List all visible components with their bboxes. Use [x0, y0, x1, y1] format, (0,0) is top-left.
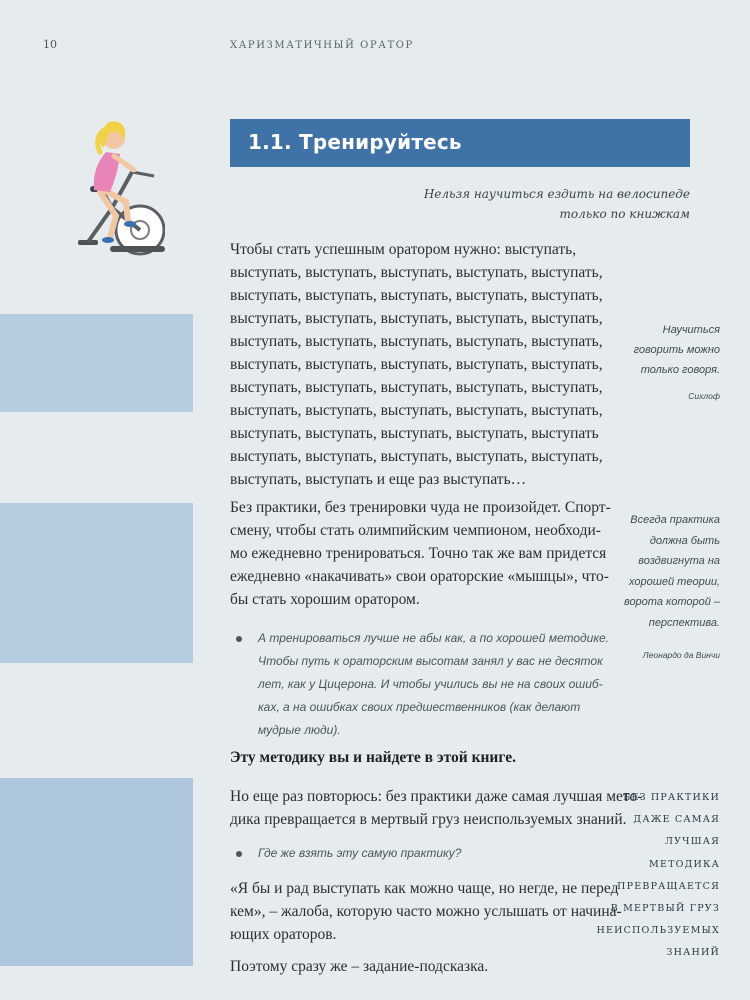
text-line: Но еще раз повторюсь: без практики даже самая лучшая мето- — [230, 788, 643, 805]
epigraph-line: Нельзя научиться ездить на велосипеде — [423, 187, 690, 201]
girl-on-exercise-bike-icon — [70, 90, 165, 260]
bullet-dot-icon — [236, 636, 242, 642]
text-line: ежедневно «накачивать» свои ораторские «мышцы», что- — [230, 568, 609, 585]
sidebar-note-box — [0, 778, 193, 966]
sidebar-quote-box — [0, 503, 193, 663]
sidebar-quote-box — [0, 314, 193, 412]
text-line: дика превращается в мертвый груз неиспользуемых знаний. — [230, 811, 627, 828]
text-line: выступать, выступать, выступать, выступать, выступать, — [230, 448, 603, 465]
sidebar-quote — [634, 320, 720, 380]
text-line: выступать, выступать, выступать, выступать, выступать, — [230, 287, 603, 304]
text-line: выступать, выступать, выступать, выступать, выступать, — [230, 379, 603, 396]
section-title: 1.1. Тренируйтесь — [248, 130, 462, 154]
text-line: ющих ораторов. — [230, 926, 337, 943]
quote-line: говорить можно — [633, 344, 720, 356]
note-line: ЛУЧШАЯ — [664, 836, 720, 848]
sidebar-quote — [624, 510, 720, 633]
text-line: смену, чтобы стать олимпийским чемпионом, необходи- — [230, 522, 601, 539]
note-line: ПРЕВРАЩАЕТСЯ — [617, 880, 720, 892]
bold-statement: Эту методику вы и найдете в этой книге. — [230, 749, 516, 766]
text-line: Где же взять эту самую практику? — [258, 846, 462, 860]
quote-line: Всегда практика — [630, 514, 720, 526]
text-line: выступать, выступать, выступать, выступать, выступать, — [230, 356, 603, 373]
quote-line: хорошей теории, — [629, 575, 720, 588]
quote-line: перспектива. — [648, 616, 720, 629]
text-line: А тренироваться лучше не абы как, а по хорошей методике. — [258, 631, 610, 645]
epigraph-line: только по книжкам — [559, 207, 690, 221]
quote-line: ворота которой – — [623, 596, 720, 608]
text-line: выступать, выступать, выступать, выступать, выступать — [230, 425, 599, 442]
quote-author: Леонардо да Винчи — [642, 650, 720, 660]
text-line: ках, а на ошибках своих предшественников (как делают — [258, 700, 581, 714]
text-line: выступать, выступать, выступать, выступать, выступать, — [230, 333, 603, 350]
quote-author: Сихлоф — [688, 391, 720, 401]
text-line: выступать, выступать, выступать, выступать, выступать, — [230, 402, 603, 419]
page-number: 10 — [43, 38, 57, 51]
quote-line: воздвигнута на — [638, 555, 720, 567]
text-line: выступать, выступать, выступать, выступать, выступать, — [230, 264, 603, 281]
text-line: кем», – жалоба, которую часто можно услышать от начина- — [230, 903, 622, 920]
sidebar-note — [596, 787, 720, 965]
quote-line: Научиться — [662, 324, 720, 336]
paragraph — [230, 238, 692, 491]
note-line: ДАЖЕ САМАЯ — [633, 814, 720, 826]
note-line: ЗНАНИЙ — [666, 947, 720, 959]
quote-line: должна быть — [649, 534, 720, 547]
note-line: МЕТОДИКА — [649, 858, 720, 870]
text-line: лет, как у Цицерона. И чтобы учились вы не на своих ошиб- — [258, 677, 603, 691]
bullet-text — [258, 627, 692, 742]
epigraph — [360, 184, 690, 224]
text-line: «Я бы и рад выступать как можно чаще, но негде, не перед — [230, 880, 619, 897]
text-line: Без практики, без тренировки чуда не произойдет. Спорт- — [230, 499, 611, 516]
note-line: БЕЗ ПРАКТИКИ — [623, 792, 720, 803]
text-line: мо ежедневно тренироваться. Точно так же вам придется — [230, 545, 607, 562]
text-line: выступать, выступать и еще раз выступать… — [230, 471, 527, 488]
quote-line: только говоря. — [640, 364, 720, 376]
note-line: В МЕРТВЫЙ ГРУЗ — [610, 903, 720, 915]
text-line: выступать, выступать, выступать, выступать, выступать, — [230, 310, 603, 327]
text-line: мудрые люди). — [258, 723, 341, 737]
running-title: ХАРИЗМАТИЧНЫЙ ОРАТОР — [230, 40, 414, 51]
paragraph — [230, 496, 692, 611]
text-line: Чтобы стать успешным оратором нужно: выступать, — [230, 241, 577, 258]
bullet-dot-icon — [236, 851, 242, 857]
note-line: НЕИСПОЛЬЗУЕМЫХ — [596, 925, 720, 937]
paragraph: Поэтому сразу же – задание-подсказка. — [230, 958, 489, 975]
text-line: бы стать хорошим оратором. — [230, 591, 420, 608]
text-line: Чтобы путь к ораторским высотам занял у вас не десяток — [258, 654, 603, 668]
